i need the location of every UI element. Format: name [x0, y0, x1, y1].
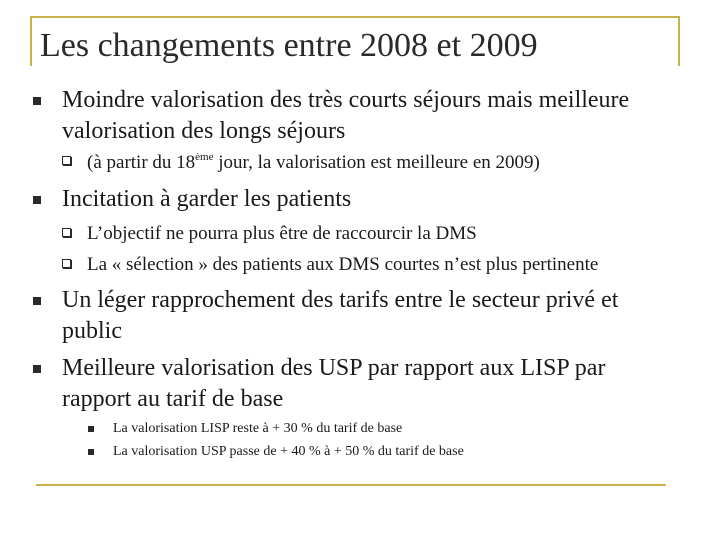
bullet-2-sub-1: L’objectif ne pourra plus être de raccourcir la DMS [87, 223, 477, 244]
bottom-rule [36, 484, 666, 486]
bullet-1-sub-1 [87, 150, 540, 176]
bullet-square-icon [88, 426, 94, 432]
bullet-2-sub-2: La « sélection » des patients aux DMS courtes n’est plus pertinente [87, 254, 599, 275]
bullet-4-text: Meilleure valorisation des USP par rapport aux LISP par rapport au tarif de base [62, 355, 606, 412]
bullet-square-icon [33, 196, 41, 204]
bullet-square-icon [88, 449, 94, 455]
sub-prefix: (à partir du 18 [87, 152, 196, 173]
title-frame-top [30, 16, 680, 18]
checkbox-bullet-icon [62, 228, 71, 237]
bullet-1-text: Moindre valorisation des très courts séjours mais meilleure valorisation des longs séjours [62, 87, 630, 144]
title-frame-left [30, 16, 32, 66]
checkbox-bullet-icon [62, 156, 71, 165]
title-frame-right [678, 16, 680, 66]
sub-suffix: jour, la valorisation est meilleure en 2009) [213, 152, 540, 173]
bullet-4-sub-1: La valorisation LISP reste à + 30 % du tarif de base [113, 421, 403, 436]
bullet-3-text: Un léger rapprochement des tarifs entre le secteur privé et public [62, 287, 619, 344]
bullet-square-icon [33, 97, 41, 105]
bullet-square-icon [33, 297, 41, 305]
checkbox-bullet-icon [62, 259, 71, 268]
bullet-4-sub-2: La valorisation USP passe de + 40 % à + 50 % du tarif de base [113, 444, 464, 459]
bullet-square-icon [33, 365, 41, 373]
slide-title: Les changements entre 2008 et 2009 [40, 27, 538, 64]
sub-superscript: ème [195, 151, 214, 163]
bullet-2-text: Incitation à garder les patients [62, 186, 352, 212]
